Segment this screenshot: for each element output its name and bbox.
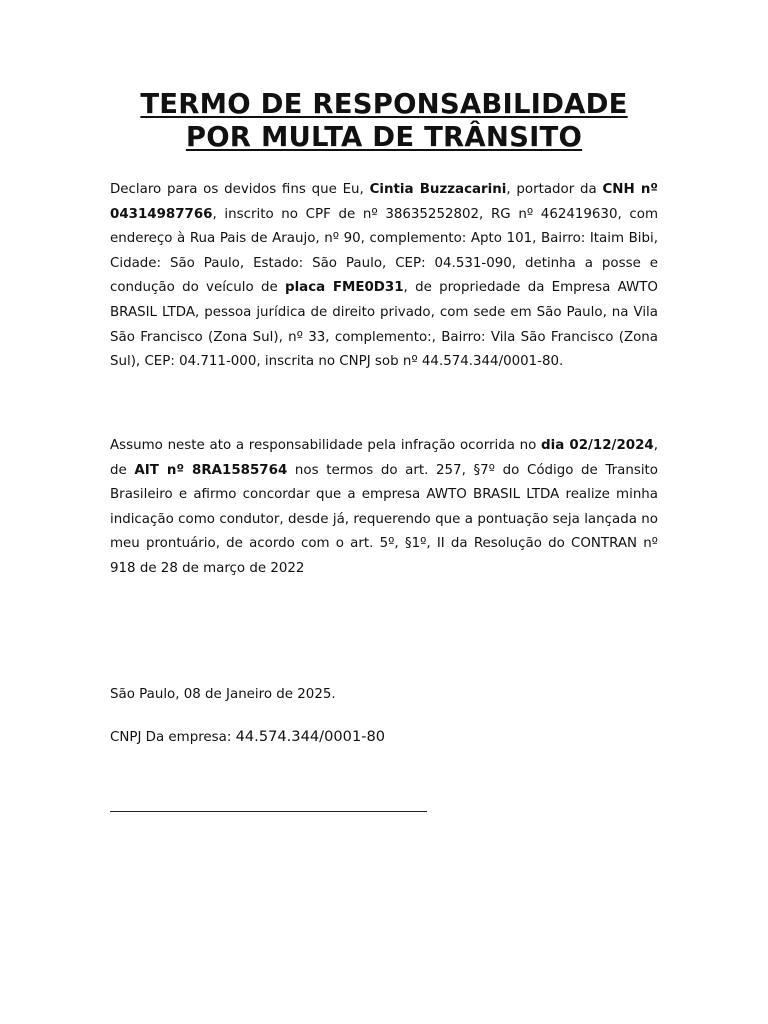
company-cnpj-line [110, 725, 385, 750]
title-line-1 [96, 88, 672, 121]
cnh-number: CNH nº 04314987766 [110, 182, 658, 222]
title-line-1-text: TERMO DE RESPONSABILIDADE [140, 88, 628, 120]
responsibility-text-3: nos termos do art. 257, §7º do Código de Transito Brasileiro e afirmo concordar que a empresa AWTO BRASIL LTDA realize minha indicação como condutor, desde já, requerendo que a pontuação seja lançada no meu prontuário, de acordo com o art. 5º, §1º, II da Resolução do CONTRAN nº 918 de 28 de março de 2022 [110, 462, 658, 576]
title-line-2-text: POR MULTA DE TRÂNSITO [185, 121, 583, 153]
title-line-2 [96, 121, 672, 154]
responsibility-text-2: , de [110, 438, 658, 478]
declarant-name: Cintia Buzzacarini [369, 182, 507, 197]
declaration-text-1: Declaro para os devidos fins que Eu, [110, 182, 370, 197]
responsibility-paragraph [110, 434, 658, 582]
document-title [96, 88, 672, 154]
ait-number: AIT nº 8RA1585764 [134, 462, 288, 478]
cnpj-value: 44.574.344/0001-80 [235, 728, 386, 745]
declaration-text-4: , de propriedade da Empresa AWTO BRASIL LTDA, pessoa jurídica de direito privado, com sede em São Paulo, na Vila São Francisco (Zona Sul), nº 33, complemento:, Bairro: Vila São Francisco (Zona Sul), CEP: 04.711-000, inscrita no CNPJ sob nº 44.574.344/0001-80. [110, 280, 658, 370]
cnpj-label: CNPJ Da empresa: [110, 730, 236, 745]
place-date-line: São Paulo, 08 de Janeiro de 2025. [110, 687, 336, 702]
vehicle-plate: placa FME0D31 [284, 280, 404, 296]
responsibility-text-1: Assumo neste ato a responsabilidade pela infração ocorrida no [110, 438, 542, 453]
declaration-text-3: , inscrito no CPF de nº 38635252802, RG nº 462419630, com endereço à Rua Pais de Araujo, nº 90, complemento: Apto 101, Bairro: Itaim Bibi, Cidade: São Paulo, Estado: São Paulo, CEP: 04.531-090, detinha a posse e condução do veículo de [110, 206, 658, 296]
declaration-paragraph [110, 178, 658, 375]
infraction-date: dia 02/12/2024 [541, 438, 654, 453]
signature-line [110, 811, 427, 812]
declaration-text-2: , portador da [506, 182, 603, 197]
